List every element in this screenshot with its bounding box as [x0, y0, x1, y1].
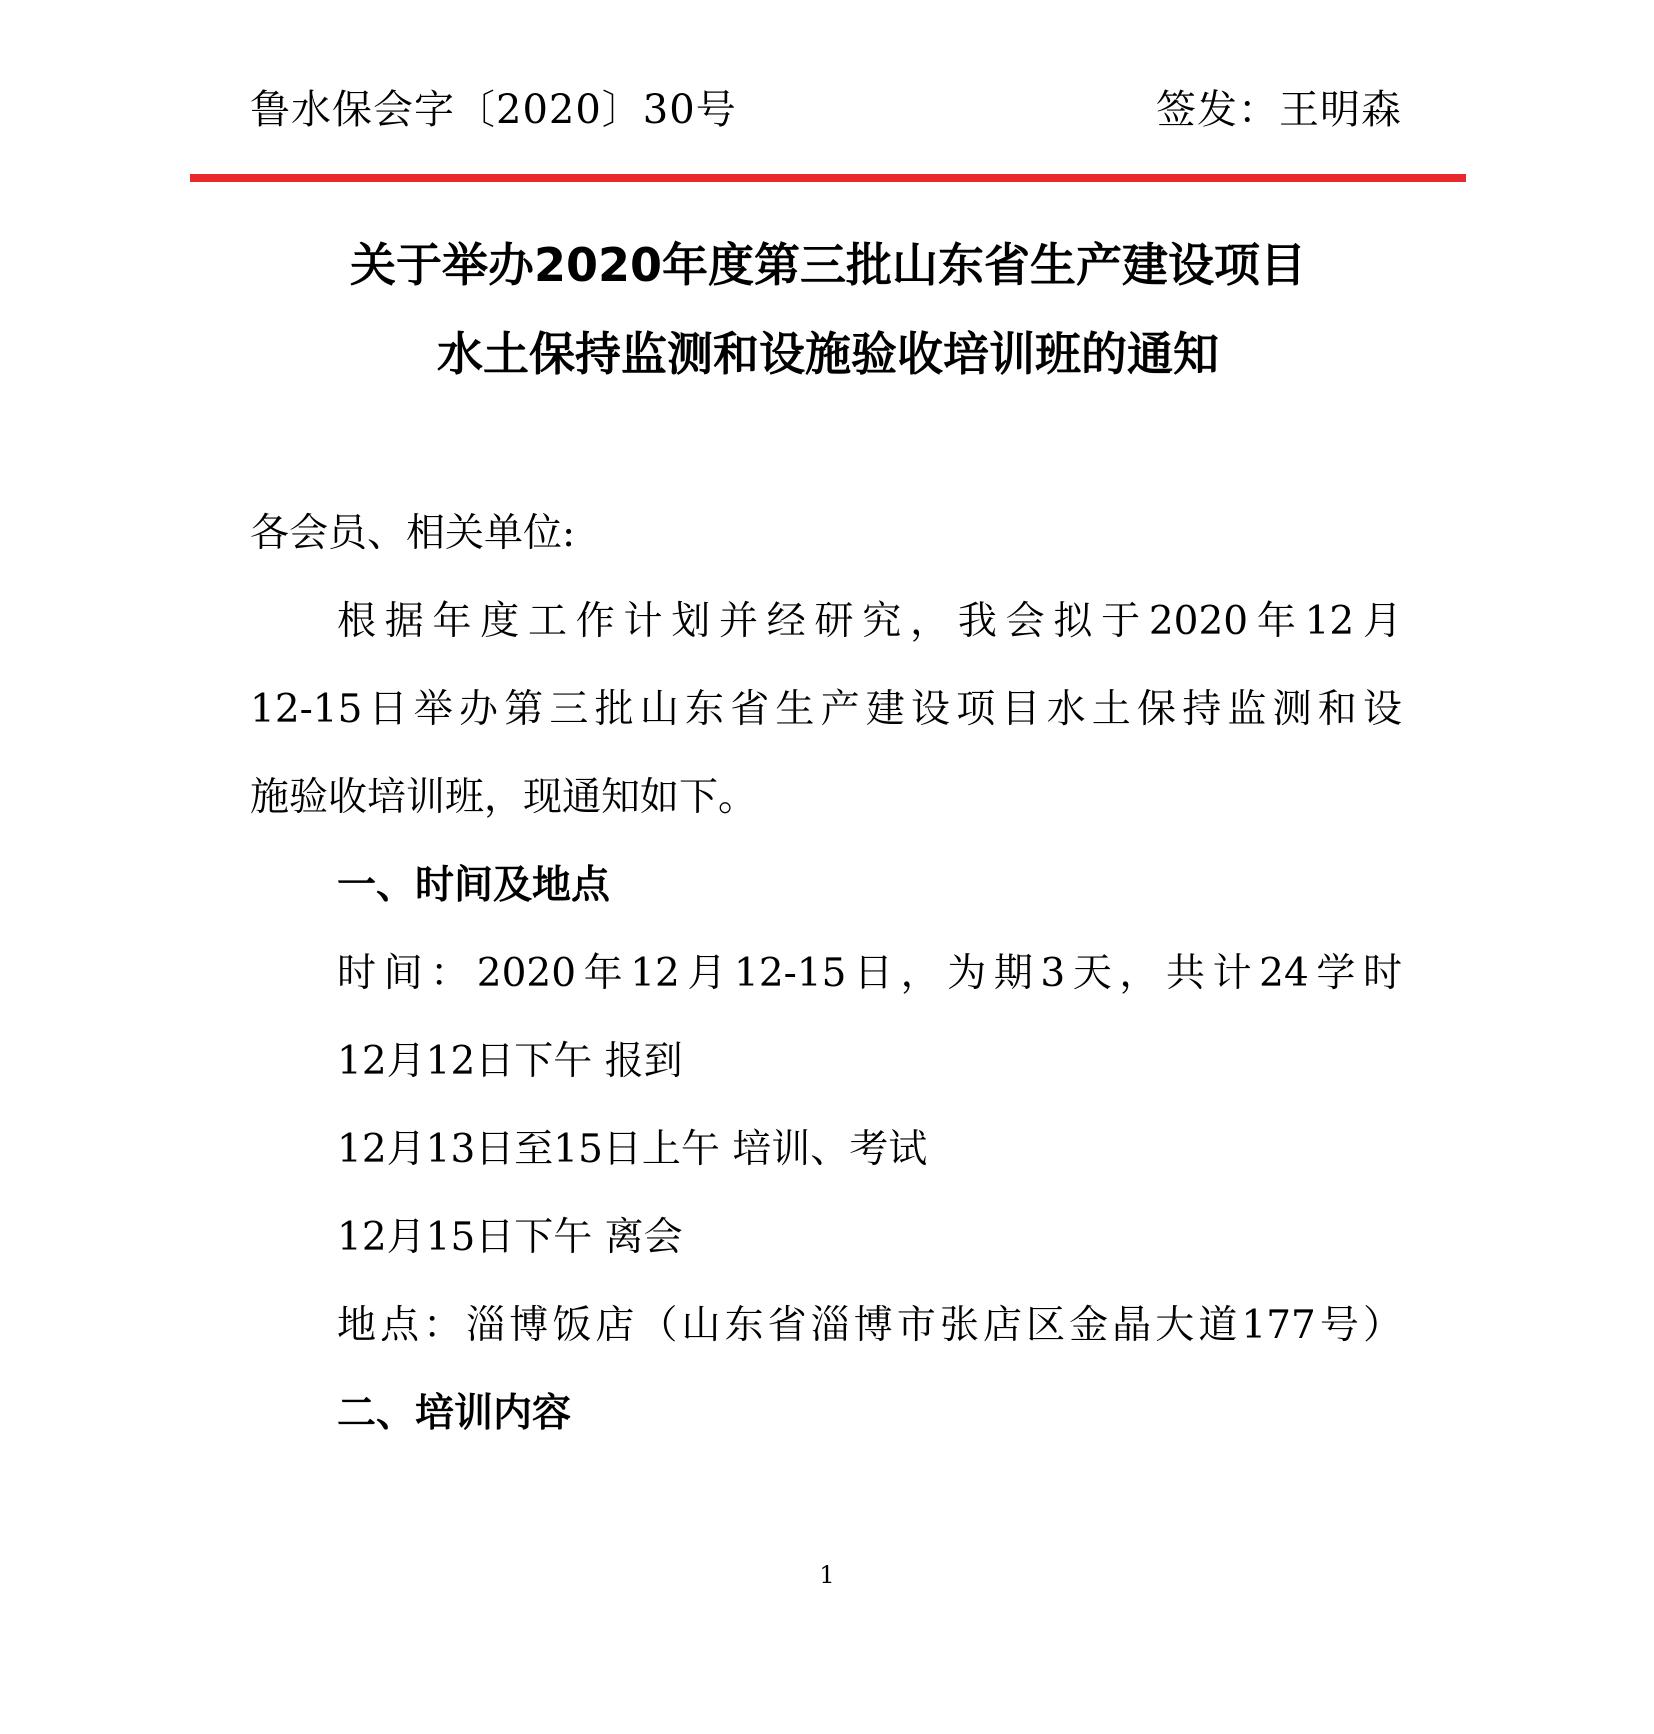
- intro-paragraph-line-3: 施验收培训班，现通知如下。: [250, 775, 758, 820]
- page-number: 1: [819, 1561, 835, 1589]
- section-heading-training-content: 二、培训内容: [337, 1391, 572, 1436]
- schedule-item-checkin: 12月12日下午 报到: [337, 1039, 683, 1084]
- salutation: 各会员、相关单位:: [250, 511, 576, 556]
- red-header-rule: [190, 174, 1466, 182]
- section-heading-time-location: 一、时间及地点: [337, 863, 611, 908]
- signer: 签发：王明森: [1156, 87, 1402, 133]
- intro-paragraph-line-1: 根据年度工作计划并经研究，我会拟于2020年12月: [337, 599, 1402, 644]
- schedule-item-departure: 12月15日下午 离会: [337, 1215, 683, 1260]
- time-line: 时间：2020年12月12-15日，为期3天，共计24学时: [337, 951, 1402, 996]
- notice-title-line-1: 关于举办2020年度第三批山东省生产建设项目: [349, 238, 1307, 292]
- schedule-item-training: 12月13日至15日上午 培训、考试: [337, 1127, 928, 1172]
- intro-paragraph-line-2: 12-15日举办第三批山东省生产建设项目水土保持监测和设: [250, 687, 1402, 732]
- location-line: 地点：淄博饭店（山东省淄博市张店区金晶大道177号）: [337, 1303, 1402, 1348]
- document-number: 鲁水保会字〔2020〕30号: [250, 87, 737, 133]
- notice-title-line-2: 水土保持监测和设施验收培训班的通知: [437, 327, 1219, 381]
